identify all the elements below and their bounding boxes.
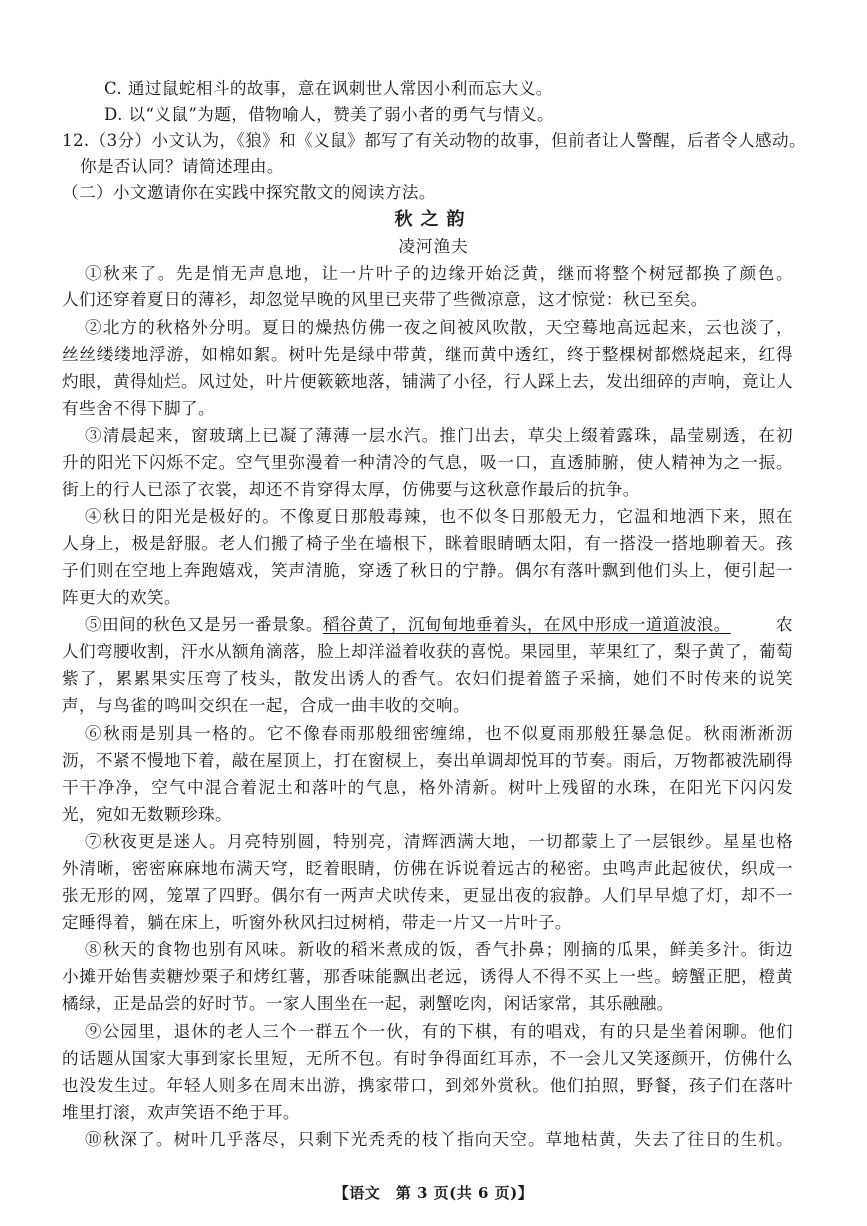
paragraph-5-text: ⑤田间的秋色又是另一番景象。 [85,615,323,634]
paragraph-6-line: 沥，不紧不慢地下着，敲在屋顶上，打在窗棂上，奏出单调却悦耳的节奏。雨后，万物都被洗刷得 [62,751,793,770]
paragraph-3-line: ③清晨起来，窗玻璃上已凝了薄薄一层水汽。推门出去，草尖上缀着露珠，晶莹剔透，在初 [85,426,793,445]
section-2-heading: （二）小文邀请你在实践中探究散文的阅读方法。 [62,183,436,202]
paragraph-9-line: 也没发生过。年轻人则多在周末出游，携家带口，到郊外赏秋。他们拍照，野餐，孩子们在落叶 [62,1076,793,1095]
paragraph-1-line: ①秋来了。先是悄无声息地，让一片叶子的边缘开始泛黄，继而将整个树冠都换了颜色。 [85,264,793,283]
essay-title: 秋之韵 [394,209,473,230]
paragraph-9-line: 堆里打滚，欢声笑语不绝于耳。 [62,1103,300,1122]
essay-author: 凌河渔夫 [398,237,469,256]
paragraph-9-line: 的话题从国家大事到家长里短，无所不包。有时争得面红耳赤，不一会儿又笑逐颜开，仿佛什么 [62,1049,793,1068]
paragraph-4-line: 人身上，极是舒服。老人们搬了椅子坐在墙根下，眯着眼睛晒太阳，有一搭没一搭地聊着天。孩 [62,534,793,553]
paragraph-2-line: ②北方的秋格外分明。夏日的燥热仿佛一夜之间被风吹散，天空蓦地高远起来，云也淡了， [85,318,793,337]
paragraph-5-line: 紫了，累累果实压弯了枝头，散发出诱人的香气。农妇们提着篮子采摘，她们不时传来的说笑 [62,669,793,688]
paragraph-3-line: 升的阳光下闪烁不定。空气里弥漫着一种清冷的气息，吸一口，直透肺腑，使人精神为之一振。 [62,453,793,472]
paragraph-6-line: ⑥秋雨是别具一格的。它不像春雨那般细密缠绵，也不似夏雨那般狂暴急促。秋雨淅淅沥 [85,724,793,743]
paragraph-6-line: 光，宛如无数颗珍珠。 [62,805,232,824]
question-12-line1: 12.（3分）小文认为，《狼》和《义鼠》都写了有关动物的故事，但前者让人警醒，后者令人感动。 [62,131,806,150]
question-12-line2: 你是否认同？请简述理由。 [80,157,284,176]
paragraph-5-text: 农 [776,615,793,634]
paragraph-7-line: 定睡得着，躺在床上，听窗外秋风扫过树梢，带走一片又一片叶子。 [62,913,572,932]
paragraph-7-line: ⑦秋夜更是迷人。月亮特别圆，特别亮，清辉洒满大地，一切都蒙上了一层银纱。星星也格 [85,832,793,851]
paragraph-7-line: 张无形的网，笼罩了四野。偶尔有一两声犬吠传来，更显出夜的寂静。人们早早熄了灯，却不一 [62,886,793,905]
paragraph-2-line: 有些舍不得下脚了。 [62,399,215,418]
paragraph-4-line: ④秋日的阳光是极好的。不像夏日那般毒辣，也不似冬日那般无力，它温和地洒下来，照在 [85,507,793,526]
underlined-sentence: 稻谷黄了，沉甸甸地垂着头，在风中形成一道道波浪。 [322,615,731,634]
paragraph-10-line: ⑩秋深了。树叶几乎落尽，只剩下光秃秃的枝丫指向天空。草地枯黄，失去了往日的生机。 [85,1130,793,1149]
paragraph-2-line: 丝丝缕缕地浮游，如棉如絮。树叶先是绿中带黄，继而黄中透红，终于整棵树都燃烧起来，红得 [62,345,793,364]
paragraph-8-line: 橘绿，正是品尝的好时节。一家人围坐在一起，剥蟹吃肉，闲话家常，其乐融融。 [62,994,674,1013]
paragraph-8-line: ⑧秋天的食物也别有风味。新收的稻米煮成的饭，香气扑鼻；刚摘的瓜果，鲜美多汁。街边 [85,940,793,959]
paragraph-5-line: 声，与鸟雀的鸣叫交织在一起，合成一曲丰收的交响。 [62,696,470,715]
option-d: D. 以“义鼠”为题，借物喻人，赞美了弱小者的勇气与情义。 [104,105,555,124]
paragraph-7-line: 外清晰，密密麻麻地布满天穹，眨着眼睛，仿佛在诉说着远古的秘密。虫鸣声此起彼伏，织成一 [62,859,793,878]
paragraph-2-line: 灼眼，黄得灿烂。风过处，叶片便簌簌地落，铺满了小径，行人踩上去，发出细碎的声响，竟让人 [62,372,793,391]
paragraph-4-line: 阵更大的欢笑。 [62,588,181,607]
page-footer: 【语文 第 3 页(共 6 页)】 [333,1184,534,1202]
paragraph-5-line: 人们弯腰收割，汗水从额角滴落，脸上却洋溢着收获的喜悦。果园里，苹果红了，梨子黄了，葡萄 [62,642,793,661]
paragraph-3-line: 街上的行人已添了衣裳，却还不肯穿得太厚，仿佛要与这秋意作最后的抗争。 [62,480,640,499]
paragraph-8-line: 小摊开始售卖糖炒栗子和烤红薯，那香味能飘出老远，诱得人不得不买上一些。螃蟹正肥，橙黄 [62,967,793,986]
option-c: C. 通过鼠蛇相斗的故事，意在讽刺世人常因小利而忘大义。 [104,79,553,98]
paragraph-9-line: ⑨公园里，退休的老人三个一群五个一伙，有的下棋，有的唱戏，有的只是坐着闲聊。他们 [85,1022,793,1041]
paragraph-4-line: 子们则在空地上奔跑嬉戏，笑声清脆，穿透了秋日的宁静。偶尔有落叶飘到他们头上，便引起一 [62,561,793,580]
paragraph-5-line [85,615,793,635]
paragraph-1-line: 人们还穿着夏日的薄衫，却忽觉早晚的风里已夹带了些微凉意，这才惊觉：秋已至矣。 [62,290,708,309]
paragraph-6-line: 干干净净，空气中混合着泥土和落叶的气息，格外清新。树叶上残留的水珠，在阳光下闪闪发 [62,778,793,797]
